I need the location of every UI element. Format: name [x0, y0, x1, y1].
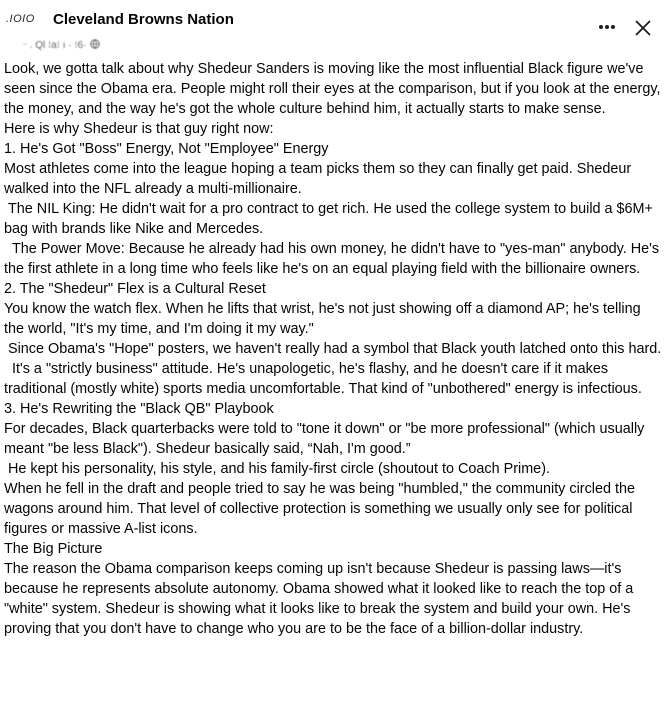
post-paragraph: It's a "strictly business" attitude. He's unapologetic, he's flashy, and he doesn't care if it makes traditional (mostly white) sports media uncomfortable. That kind of "unbothered" energy is infectious. — [4, 361, 642, 397]
post-paragraph: Look, we gotta talk about why Shedeur Sanders is moving like the most influential Black figure we've seen since the Obama era. People might roll their eyes at the comparison, but if you look at the energy, the money, and the way he's got the whole culture behind him, it actually starts to make sense. — [4, 61, 665, 117]
post-timestamp[interactable]: ᆢ. Ql ⁝a⁝ ı · ⁝6· — [20, 40, 87, 51]
close-icon — [635, 20, 651, 36]
post-header — [0, 0, 665, 58]
post-paragraph: Here is why Shedeur is that guy right now: — [4, 121, 274, 137]
post-paragraph: For decades, Black quarterbacks were told to "tone it down" or "be more professional" (which usually meant "be less Black"). Shedeur basically said, “Nah, I'm good.” — [4, 421, 649, 457]
globe-icon — [90, 39, 100, 49]
post-paragraph: The reason the Obama comparison keeps coming up isn't because Shedeur is passing laws—it's because he represents absolute autonomy. Obama showed what it looked like to reach the top of a "white" system. Shedeur is showing what it looks like to break the system and build your own. He's proving that you don't have to change who you are to be the face of a billion-dollar industry. — [4, 561, 638, 637]
post-heading: 2. The "Shedeur" Flex is a Cultural Reset — [4, 281, 266, 297]
post-paragraph: The NIL King: He didn't wait for a pro contract to get rich. He used the college system to build a $6M+ bag with brands like Nike and Mercedes. — [4, 201, 657, 237]
post-text — [4, 59, 665, 639]
post-paragraph: Since Obama's "Hope" posters, we haven't really had a symbol that Black youth latched onto this hard. — [4, 341, 662, 357]
more-options-button[interactable] — [596, 18, 618, 36]
post-paragraph: When he fell in the draft and people tried to say he was being "humbled," the community circled the wagons around him. That level of collective protection is something we usually only see for political figures or massive A-list icons. — [4, 481, 639, 537]
post-paragraph: He kept his personality, his style, and his family-first circle (shoutout to Coach Prime). — [4, 461, 550, 477]
post-heading: 1. He's Got "Boss" Energy, Not "Employee" Energy — [4, 141, 329, 157]
more-horizontal-icon — [598, 24, 616, 30]
post-paragraph: Most athletes come into the league hoping a team picks them so they can finally get paid. Shedeur walked into the NFL already a multi-millionaire. — [4, 161, 636, 197]
post-paragraph: You know the watch flex. When he lifts that wrist, he's not just showing off a diamond AP; he's telling the world, "It's my time, and I'm doing it my way." — [4, 301, 645, 337]
post-meta — [20, 36, 100, 51]
page-name[interactable]: Cleveland Browns Nation — [53, 11, 234, 28]
post-heading: The Big Picture — [4, 541, 103, 557]
post-paragraph: The Power Move: Because he already had his own money, he didn't have to "yes-man" anybody. He's the first athlete in a long time who feels like he's on an equal playing field with the billionaire owners. — [4, 241, 664, 277]
close-button[interactable] — [632, 17, 654, 39]
page-logo[interactable]: .IOIO — [6, 13, 35, 25]
post-heading: 3. He's Rewriting the "Black QB" Playbook — [4, 401, 274, 417]
